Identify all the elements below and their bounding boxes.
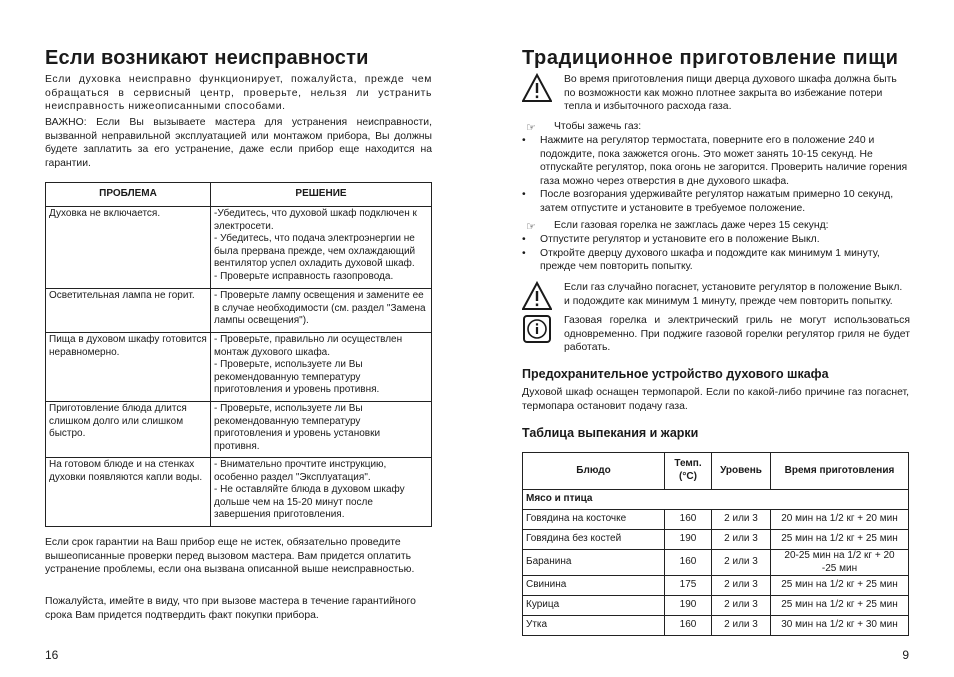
safety-text: Духовой шкаф оснащен термопарой. Если по какой-либо причине газ погаснет, термопара остановит подачу газа. <box>522 387 909 412</box>
dish-cell: Утка <box>523 616 665 636</box>
baking-heading: Таблица выпекания и жарки <box>522 426 699 440</box>
warning-icon <box>522 281 552 311</box>
table-row <box>523 616 909 636</box>
list-item: • Откройте дверцу духового шкафа и подождите как минимум 1 минуту, прежде чем повторить попытку. <box>522 247 909 274</box>
temp-cell: 190 <box>665 530 712 550</box>
problem-cell: Духовка не включается. <box>46 207 211 289</box>
problem-cell: Пища в духовом шкафу готовится неравномерно. <box>46 333 211 402</box>
problem-header: ПРОБЛЕМА <box>46 183 211 207</box>
solution-cell: - Проверьте, правильно ли осуществлен монтаж духового шкафа. - Проверьте, используете ли Вы рекомендованную температуру приготовления и уровень противня. <box>211 333 432 402</box>
ignite-heading: Чтобы зажечь газ: <box>554 121 642 132</box>
solution-header: РЕШЕНИЕ <box>211 183 432 207</box>
table-row <box>523 530 909 550</box>
problem-cell: Осветительная лампа не горит. <box>46 289 211 333</box>
level-cell: 2 или 3 <box>712 550 771 576</box>
table-row <box>523 576 909 596</box>
level-cell: 2 или 3 <box>712 616 771 636</box>
warning-icon <box>522 73 552 103</box>
temp-cell: 175 <box>665 576 712 596</box>
warning-door-text: Во время приготовления пищи дверца духового шкафа должна быть по возможности как можно плотнее закрыта во избежание потери тепла и избыточного расхода газа. <box>564 74 897 113</box>
table-row <box>523 550 909 576</box>
level-header: Уровень <box>712 453 771 490</box>
info-icon <box>522 314 552 344</box>
baking-table <box>522 452 909 636</box>
time-cell: 20 мин на 1/2 кг + 20 мин <box>771 510 909 530</box>
time-cell: 20-25 мин на 1/2 кг + 20 -25 мин <box>771 550 909 576</box>
list-item: • Отпустите регулятор и установите его в положение Выкл. <box>522 233 909 247</box>
fail-heading: Если газовая горелка не зажглась даже через 15 секунд: <box>554 220 829 231</box>
fail-steps-list <box>522 233 909 274</box>
solution-cell: - Проверьте лампу освещения и замените ее в случае необходимости (см. раздел "Замена лампы освещения"). <box>211 289 432 333</box>
dish-cell: Баранина <box>523 550 665 576</box>
temp-cell: 160 <box>665 616 712 636</box>
dish-cell: Курица <box>523 596 665 616</box>
temp-header: Темп. (°C) <box>665 453 712 490</box>
dish-cell: Свинина <box>523 576 665 596</box>
page-number: 9 <box>902 648 909 662</box>
level-cell: 2 или 3 <box>712 510 771 530</box>
troubleshooting-table <box>45 182 432 527</box>
time-header: Время приготовления <box>771 453 909 490</box>
problem-cell: Приготовление блюда длится слишком долго или слишком быстро. <box>46 402 211 458</box>
right-page-title: Традиционное приготовление пищи <box>522 47 899 69</box>
temp-cell: 160 <box>665 510 712 530</box>
problem-cell: На готовом блюде и на стенках духовки появляются капли воды. <box>46 458 211 527</box>
safety-heading: Предохранительное устройство духового шкафа <box>522 367 829 381</box>
level-cell: 2 или 3 <box>712 576 771 596</box>
pointing-hand-icon: ☞ <box>526 220 536 233</box>
time-cell: 30 мин на 1/2 кг + 30 мин <box>771 616 909 636</box>
list-item: • Нажмите на регулятор термостата, поверните его в положение 240 и подождите, пока зажжется огонь. Это может занять 10-15 секунд. Не отпускайте регулятор, пока огонь не загорится. Проверить наличие горения газа можно через отверстия в дне духового шкафа. <box>522 134 909 188</box>
solution-cell: - Проверьте, используете ли Вы рекомендованную температуру приготовления и уровень установки противня. <box>211 402 432 458</box>
level-cell: 2 или 3 <box>712 530 771 550</box>
proof-note: Пожалуйста, имейте в виду, что при вызове мастера в течение гарантийного срока Вам придется подтвердить факт покупки прибора. <box>45 596 416 621</box>
table-row <box>523 596 909 616</box>
temp-cell: 160 <box>665 550 712 576</box>
dish-header: Блюдо <box>523 453 665 490</box>
category-row: Мясо и птица <box>523 490 909 510</box>
dish-cell: Говядина без костей <box>523 530 665 550</box>
warning-gas-text: Если газ случайно погаснет, установите регулятор в положение Выкл. и подождите как минимум 1 минуту, прежде чем повторить попытку. <box>564 282 903 307</box>
left-page-title: Если возникают неисправности <box>45 47 369 69</box>
table-row <box>523 510 909 530</box>
temp-cell: 190 <box>665 596 712 616</box>
info-text: Газовая горелка и электрический гриль не могут использоваться одновременно. При поджиге газовой горелки регулятор гриля не будет работать. <box>564 315 910 354</box>
page-number: 16 <box>45 648 59 662</box>
solution-cell: -Убедитесь, что духовой шкаф подключен к электросети. - Убедитесь, что подача электроэнергии не была прервана прежде, чем охлаждающий вентилятор успел охладить духовой шкаф. - Проверьте исправность газопровода. <box>211 207 432 289</box>
intro-paragraph: Если духовка неисправно функционирует, пожалуйста, прежде чем обращаться в сервисный центр, проверьте, нельзя ли устранить неисправность нижеописанными способами. <box>45 74 432 113</box>
pointing-hand-icon: ☞ <box>526 121 536 134</box>
time-cell: 25 мин на 1/2 кг + 25 мин <box>771 596 909 616</box>
time-cell: 25 мин на 1/2 кг + 25 мин <box>771 576 909 596</box>
ignite-steps-list <box>522 134 909 216</box>
list-item: • После возгорания удерживайте регулятор нажатым примерно 10 секунд, затем отпустите и установите в требуемое положение. <box>522 188 909 215</box>
time-cell: 25 мин на 1/2 кг + 25 мин <box>771 530 909 550</box>
dish-cell: Говядина на косточке <box>523 510 665 530</box>
solution-cell: - Внимательно прочтите инструкцию, особенно раздел "Эксплуатация". - Не оставляйте блюда в духовом шкафу дольше чем на 15-20 минут после завершения приготовления. <box>211 458 432 527</box>
important-paragraph: ВАЖНО: Если Вы вызываете мастера для устранения неисправности, вызванной неправильной эксплуатацией или монтажом прибора, Вы должны будете заплатить за его устранение, даже если прибор еще находится на гарантии. <box>45 117 432 169</box>
level-cell: 2 или 3 <box>712 596 771 616</box>
warranty-note: Если срок гарантии на Ваш прибор еще не истек, обязательно проведите вышеописанные проверки перед вызовом мастера. Вам придется оплатить устранение проблемы, если она вызвана описанной выше неисправностью. <box>45 537 415 576</box>
